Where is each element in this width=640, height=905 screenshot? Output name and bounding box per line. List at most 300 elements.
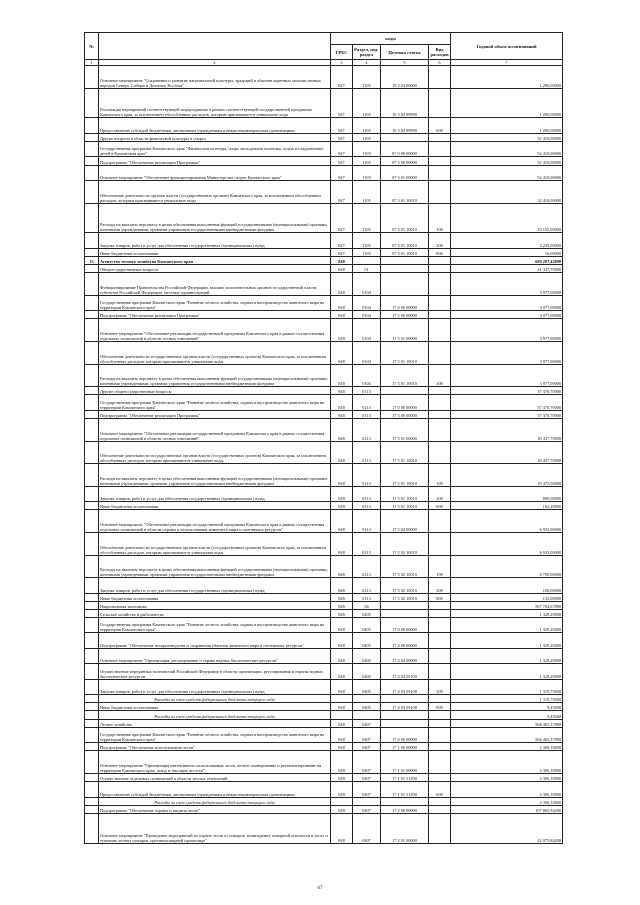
row-target-article: 17 0 00 00000: [381, 727, 429, 742]
col-grbs-header: ГРБС: [331, 45, 353, 60]
table-row: [85, 782, 563, 797]
col-cst-header: Целевая статья: [381, 45, 429, 60]
row-expense-type: [429, 664, 451, 679]
row-grbs: 848: [331, 295, 353, 310]
row-target-article: 17 4 00 00000: [381, 633, 429, 648]
row-target-article: [381, 273, 429, 296]
row-grbs: 848: [331, 618, 353, 633]
row-number: [85, 743, 99, 751]
table-row: [85, 664, 563, 679]
row-target-article: 17 4 04 59100: [381, 664, 429, 679]
table-row: [85, 464, 563, 487]
row-razdel: 0113: [353, 532, 381, 555]
row-amount: 1 329,20000: [451, 664, 563, 679]
row-name: Государственная программа Камчатского края "Развитие лесного хозяйства, охрана и воспроизводство животного мира на территории Камчатского края": [99, 395, 331, 410]
row-target-article: 17 5 02 10010: [381, 593, 429, 601]
row-razdel: 0113: [353, 486, 381, 501]
row-name: Основное мероприятие "Организация интенсивного использования лесов, лесное планирование и регламентирование на территории Камчатского края, отвод и таксация лесосек": [99, 751, 331, 774]
row-expense-type: [429, 165, 451, 180]
table-row: [85, 141, 563, 156]
row-name: Обеспечение деятельности государственных органов власти (государственных органов) Камчатского края, за исключением обособленных расходов, которым присваиваются уникальные коды: [99, 532, 331, 555]
row-number: [85, 157, 99, 165]
row-expense-type: 800: [429, 593, 451, 601]
table-row: [85, 532, 563, 555]
row-amount: 566 465,37890: [451, 719, 563, 727]
row-amount: 3 977,00000: [451, 311, 563, 319]
row-number: [85, 773, 99, 781]
row-number: [85, 387, 99, 395]
row-name: Подпрограмма "Обеспечение использования лесов": [99, 743, 331, 751]
row-grbs: 848: [331, 805, 353, 813]
row-number: [85, 319, 99, 342]
col-amount-header: Годовой объем ассигнований: [451, 33, 563, 60]
row-razdel: 0113: [353, 441, 381, 464]
row-expense-type: 800: [429, 502, 451, 510]
table-row: [85, 203, 563, 233]
row-grbs: 848: [331, 813, 353, 843]
row-razdel: 04: [353, 601, 381, 609]
row-expense-type: [429, 157, 451, 165]
row-amount: 32 410,00000: [451, 180, 563, 203]
row-grbs: 848: [331, 395, 353, 410]
table-row: [85, 248, 563, 256]
row-name: Закупка товаров, работ и услуг для обеспечения государственных (муниципальных) нужд: [99, 578, 331, 593]
row-number: [85, 165, 99, 180]
row-grbs: 848: [331, 342, 353, 365]
row-grbs: 848: [331, 419, 353, 442]
row-name: Реализация мероприятий соответствующей подпрограммы в рамках соответствующей государственной программы Камчатского края, за исключением обособленных расходов, которым присваиваются уникальные коды: [99, 88, 331, 118]
row-razdel: 0113: [353, 593, 381, 601]
row-amount: 32 410,00000: [451, 165, 563, 180]
row-expense-type: [429, 648, 451, 663]
row-name: Функционирование Правительства Российской Федерации, высших исполнительных органов государственной власти субъектов Российской Федерации, местных администраций: [99, 273, 331, 296]
row-name: Агентство лесного хозяйства Камчатского края: [99, 256, 331, 264]
row-razdel: 0104: [353, 273, 381, 296]
row-number: [85, 88, 99, 118]
row-amount: 133,00000: [451, 593, 563, 601]
row-grbs: 847: [331, 157, 353, 165]
row-grbs: 848: [331, 364, 353, 387]
row-number: [85, 502, 99, 510]
row-target-article: 17 5 01 10010: [381, 486, 429, 501]
row-razdel: 1105: [353, 118, 381, 133]
row-amount: 162,20000: [451, 502, 563, 510]
table-row: [85, 256, 563, 264]
row-grbs: 848: [331, 410, 353, 418]
table-row: [85, 66, 563, 89]
row-number: [85, 703, 99, 711]
table-row: [85, 648, 563, 663]
row-grbs: [331, 711, 353, 719]
row-target-article: [381, 695, 429, 703]
row-expense-type: [429, 419, 451, 442]
row-target-article: 17 1 00 00000: [381, 743, 429, 751]
row-name: Расходы на выплаты персоналу в целях обеспечения выполнения функций государственными (муниципальными) органами, казенными учреждениями, органами управления государственными внебюджетными фондами: [99, 464, 331, 487]
row-name: Другие общегосударственные вопросы: [99, 387, 331, 395]
row-expense-type: 100: [429, 364, 451, 387]
row-name: Основное мероприятие "Сохранение и развитие национальной культуры, традиций и обычаев коренных малочисленных народов Севера, Сибири и Дальнего Востока": [99, 66, 331, 89]
row-grbs: 848: [331, 319, 353, 342]
codes-header: коды: [331, 33, 451, 45]
table-row: [85, 578, 563, 593]
row-expense-type: [429, 395, 451, 410]
row-number: [85, 395, 99, 410]
row-number: [85, 364, 99, 387]
row-number: [85, 664, 99, 679]
row-amount: 1 329,20000: [451, 633, 563, 648]
row-target-article: [381, 711, 429, 719]
row-name: Закупка товаров, работ и услуг для обеспечения государственных (муниципальных) нужд: [99, 486, 331, 501]
row-name: Основное мероприятие "Обеспечение реализации государственной программы Камчатского края в рамках осуществления отдельных полномочий в области лесных отношений": [99, 319, 331, 342]
row-number: [85, 265, 99, 273]
row-name: Расходы за счет средств федерального бюджета текущего года: [99, 711, 331, 719]
table-row: [85, 502, 563, 510]
table-row: [85, 695, 563, 703]
row-amount: 29 155,00000: [451, 203, 563, 233]
row-expense-type: [429, 510, 451, 533]
row-expense-type: [429, 773, 451, 781]
row-expense-type: 100: [429, 464, 451, 487]
table-row: [85, 679, 563, 694]
row-amount: 6 700,00000: [451, 555, 563, 578]
row-razdel: 1105: [353, 66, 381, 89]
table-row: [85, 805, 563, 813]
row-razdel: 0407: [353, 743, 381, 751]
row-target-article: 17 5 02 10010: [381, 555, 429, 578]
table-row: [85, 609, 563, 617]
row-amount: 567 794,67890: [451, 601, 563, 609]
row-name: Иные бюджетные ассигнования: [99, 502, 331, 510]
row-name: Другие вопросы в области физической культуры и спорта: [99, 133, 331, 141]
row-target-article: 17 5 02 10010: [381, 532, 429, 555]
row-expense-type: 200: [429, 679, 451, 694]
row-amount: 30 437,70000: [451, 441, 563, 464]
row-grbs: 848: [331, 486, 353, 501]
row-grbs: 848: [331, 502, 353, 510]
row-expense-type: 200: [429, 486, 451, 501]
row-razdel: 0113: [353, 395, 381, 410]
row-target-article: 17 1 01 51290: [381, 782, 429, 797]
row-grbs: 848: [331, 782, 353, 797]
row-target-article: 17 5 01 10010: [381, 441, 429, 464]
row-expense-type: [429, 256, 451, 264]
row-razdel: 0104: [353, 311, 381, 319]
row-grbs: 847: [331, 141, 353, 156]
row-grbs: 847: [331, 133, 353, 141]
row-target-article: 17 5 01 10010: [381, 502, 429, 510]
row-razdel: 0405: [353, 664, 381, 679]
row-number: [85, 133, 99, 141]
table-row: [85, 265, 563, 273]
row-expense-type: [429, 805, 451, 813]
row-expense-type: [429, 727, 451, 742]
row-name: Иные бюджетные ассигнования: [99, 703, 331, 711]
row-name: Основное мероприятие "Обеспечение функционирования Министерства спорта Камчатского края": [99, 165, 331, 180]
row-expense-type: [429, 273, 451, 296]
row-razdel: 0113: [353, 387, 381, 395]
row-name: Основное мероприятие "Организация, регулирование и охрана водных биологических ресурсов": [99, 648, 331, 663]
row-grbs: 847: [331, 165, 353, 180]
row-target-article: [381, 601, 429, 609]
row-razdel: 1105: [353, 88, 381, 118]
row-number: [85, 648, 99, 663]
table-row: [85, 618, 563, 633]
row-expense-type: 100: [429, 555, 451, 578]
row-razdel: 0405: [353, 703, 381, 711]
table-row: [85, 233, 563, 248]
row-grbs: 847: [331, 180, 353, 203]
row-target-article: 17 1 01 51290: [381, 773, 429, 781]
row-number: [85, 782, 99, 797]
row-grbs: 848: [331, 593, 353, 601]
table-row: [85, 711, 563, 719]
row-number: [85, 419, 99, 442]
row-expense-type: [429, 311, 451, 319]
row-grbs: 848: [331, 532, 353, 555]
row-name: Государственная программа Камчатского края "Развитие лесного хозяйства, охрана и воспроизводство животного мира на территории Камчатского края": [99, 727, 331, 742]
row-amount: 9,45000: [451, 703, 563, 711]
row-number: [85, 441, 99, 464]
table-row: [85, 486, 563, 501]
row-grbs: 848: [331, 441, 353, 464]
row-expense-type: [429, 633, 451, 648]
table-row: [85, 703, 563, 711]
row-razdel: 1105: [353, 233, 381, 248]
row-razdel: 0113: [353, 502, 381, 510]
row-expense-type: [429, 711, 451, 719]
row-number: [85, 248, 99, 256]
row-target-article: 17 4 04 00000: [381, 648, 429, 663]
row-expense-type: [429, 342, 451, 365]
row-grbs: 847: [331, 248, 353, 256]
table-row: [85, 813, 563, 843]
row-amount: 37 370,70000: [451, 410, 563, 418]
row-grbs: 848: [331, 256, 353, 264]
table-row: [85, 743, 563, 751]
row-target-article: 07 3 01 00000: [381, 165, 429, 180]
row-razdel: 0407: [353, 727, 381, 742]
row-expense-type: 200: [429, 233, 451, 248]
row-grbs: [331, 797, 353, 805]
table-row: [85, 410, 563, 418]
row-grbs: 847: [331, 233, 353, 248]
table-row: [85, 273, 563, 296]
row-grbs: 847: [331, 203, 353, 233]
row-razdel: [353, 256, 381, 264]
row-amount: 1 290,00000: [451, 118, 563, 133]
row-razdel: 0113: [353, 555, 381, 578]
row-razdel: 0104: [353, 295, 381, 310]
row-expense-type: [429, 719, 451, 727]
row-amount: 41 347,70000: [451, 265, 563, 273]
row-amount: 6 933,00000: [451, 532, 563, 555]
row-target-article: 17 1 01 00000: [381, 751, 429, 774]
row-amount: 566 465,37890: [451, 727, 563, 742]
row-target-article: 17 5 02 10010: [381, 578, 429, 593]
row-grbs: 848: [331, 609, 353, 617]
row-amount: 3 977,00000: [451, 364, 563, 387]
row-number: [85, 273, 99, 296]
row-amount: 32 410,00000: [451, 157, 563, 165]
col-name-header: [99, 33, 331, 60]
row-target-article: 19 3 04 99990: [381, 118, 429, 133]
row-razdel: 0407: [353, 782, 381, 797]
row-number: [85, 342, 99, 365]
table-row: [85, 555, 563, 578]
row-amount: 609 207,42890: [451, 256, 563, 264]
row-number: [85, 719, 99, 727]
row-number: [85, 593, 99, 601]
row-expense-type: [429, 295, 451, 310]
row-number: [85, 751, 99, 774]
row-target-article: 17 2 01 00000: [381, 813, 429, 843]
row-target-article: 17 4 04 59100: [381, 679, 429, 694]
row-name: Обеспечение деятельности органов власти (государственных органов) Камчатского края, за исключением обособленных расходов, которым присваиваются уникальные коды: [99, 180, 331, 203]
table-row: [85, 118, 563, 133]
row-expense-type: 800: [429, 248, 451, 256]
row-grbs: [331, 695, 353, 703]
row-number: [85, 679, 99, 694]
column-number: 5: [381, 60, 429, 66]
row-amount: 1 290,00000: [451, 66, 563, 89]
row-razdel: 0407: [353, 805, 381, 813]
row-expense-type: [429, 609, 451, 617]
row-grbs: 848: [331, 510, 353, 533]
row-razdel: 0405: [353, 609, 381, 617]
row-grbs: 848: [331, 273, 353, 296]
row-razdel: 0113: [353, 410, 381, 418]
row-amount: 32 410,00000: [451, 133, 563, 141]
row-target-article: 19 3 04 00000: [381, 66, 429, 89]
row-name: Расходы на выплаты персоналу в целях обеспечения выполнения функций государственными (муниципальными) органами, казенными учреждениями, органами управления государственными внебюджетными фондами: [99, 203, 331, 233]
row-target-article: [381, 133, 429, 141]
row-razdel: [353, 695, 381, 703]
row-number: [85, 295, 99, 310]
row-expense-type: [429, 813, 451, 843]
row-amount: 1 329,20000: [451, 609, 563, 617]
row-amount: 2 306,10000: [451, 773, 563, 781]
table-row: [85, 133, 563, 141]
row-amount: 3 977,00000: [451, 273, 563, 296]
page-number: 67: [317, 886, 323, 891]
row-target-article: [381, 797, 429, 805]
row-target-article: 17 5 00 00000: [381, 410, 429, 418]
row-amount: 37 370,70000: [451, 395, 563, 410]
table-row: [85, 419, 563, 442]
row-target-article: [381, 609, 429, 617]
row-grbs: 847: [331, 66, 353, 89]
budget-table: [84, 32, 563, 844]
row-grbs: 848: [331, 601, 353, 609]
row-amount: 29 475,50000: [451, 464, 563, 487]
row-expense-type: [429, 441, 451, 464]
row-name: Подпрограмма "Обеспечение воспроизводства и сохранения объектов животного мира и охотничьих ресурсов": [99, 633, 331, 648]
row-target-article: 17 5 01 10010: [381, 464, 429, 487]
row-name: Основное мероприятие "Обеспечение реализации государственной программы Камчатского края в рамках осуществления отдельных полномочий в области охраны и использования животного мира и охотничьих ресурсов": [99, 510, 331, 533]
row-amount: 1 319,75000: [451, 695, 563, 703]
column-number: 2: [99, 60, 331, 66]
row-expense-type: [429, 797, 451, 805]
col-razdel-header: Раздел, под-раздел: [353, 45, 381, 60]
row-name: Основное мероприятие "Обеспечение реализации государственной программы Камчатского края в рамках осуществления отдельных полномочий в области лесных отношений": [99, 419, 331, 442]
row-amount: 3 239,00000: [451, 233, 563, 248]
row-number: [85, 578, 99, 593]
row-grbs: 848: [331, 703, 353, 711]
row-razdel: 0104: [353, 342, 381, 365]
row-name: Подпрограмма "Обеспечение охраны и защиты лесов": [99, 805, 331, 813]
row-name: Иные бюджетные ассигнования: [99, 248, 331, 256]
row-grbs: 848: [331, 633, 353, 648]
table-row: [85, 719, 563, 727]
row-name: Осуществление переданных полномочий Российской Федерации в области организации, регулирования и охраны водных биологических ресурсов: [99, 664, 331, 679]
row-grbs: 848: [331, 751, 353, 774]
row-razdel: [353, 797, 381, 805]
table-row: [85, 395, 563, 410]
row-grbs: 848: [331, 727, 353, 742]
row-amount: 32 410,00000: [451, 141, 563, 156]
row-amount: 2 306,10000: [451, 743, 563, 751]
table-row: [85, 387, 563, 395]
row-target-article: 07 3 01 10010: [381, 180, 429, 203]
row-number: [85, 813, 99, 843]
row-name: Подпрограмма "Обеспечение реализации Программы": [99, 410, 331, 418]
table-row: [85, 441, 563, 464]
row-razdel: 1105: [353, 203, 381, 233]
column-number: 3: [331, 60, 353, 66]
table-row: [85, 319, 563, 342]
row-name: Подпрограмма "Обеспечение реализации Программы": [99, 157, 331, 165]
row-razdel: 0113: [353, 510, 381, 533]
row-number: [85, 464, 99, 487]
table-row: [85, 773, 563, 781]
row-name: Предоставление субсидий бюджетным, автономным учреждениям и иным некоммерческим организациям: [99, 782, 331, 797]
row-number: [85, 203, 99, 233]
row-expense-type: [429, 133, 451, 141]
row-target-article: [381, 387, 429, 395]
row-name: Осуществление отдельных полномочий в области лесных отношений: [99, 773, 331, 781]
table-row: [85, 311, 563, 319]
table-row: [85, 797, 563, 805]
row-name: Подпрограмма "Обеспечение реализации Программы": [99, 311, 331, 319]
column-number: 7: [451, 60, 563, 66]
row-razdel: 0113: [353, 464, 381, 487]
row-expense-type: [429, 88, 451, 118]
row-expense-type: 600: [429, 782, 451, 797]
row-target-article: 17 5 01 00000: [381, 419, 429, 442]
row-name: Государственная программа Камчатского края "Физическая культура, спорт, молодежная политика, отдых и оздоровление детей в Камчатском крае": [99, 141, 331, 156]
row-grbs: 848: [331, 664, 353, 679]
row-number: [85, 601, 99, 609]
row-target-article: 17 4 04 59100: [381, 703, 429, 711]
row-number: [85, 727, 99, 742]
row-target-article: 07 0 00 00000: [381, 141, 429, 156]
row-target-article: 19 3 04 99990: [381, 88, 429, 118]
row-amount: 9,45000: [451, 711, 563, 719]
row-name: Сельское хозяйство и рыболовство: [99, 609, 331, 617]
row-number: [85, 180, 99, 203]
row-grbs: 848: [331, 555, 353, 578]
table-row: [85, 180, 563, 203]
row-name: Государственная программа Камчатского края "Развитие лесного хозяйства, охрана и воспроизводство животного мира на территории Камчатского края": [99, 618, 331, 633]
row-target-article: 07 3 01 10010: [381, 233, 429, 248]
row-razdel: 1105: [353, 157, 381, 165]
row-number: [85, 797, 99, 805]
row-number: [85, 695, 99, 703]
table-row: [85, 295, 563, 310]
row-expense-type: [429, 532, 451, 555]
row-target-article: 07 3 00 00000: [381, 157, 429, 165]
row-razdel: 1105: [353, 141, 381, 156]
